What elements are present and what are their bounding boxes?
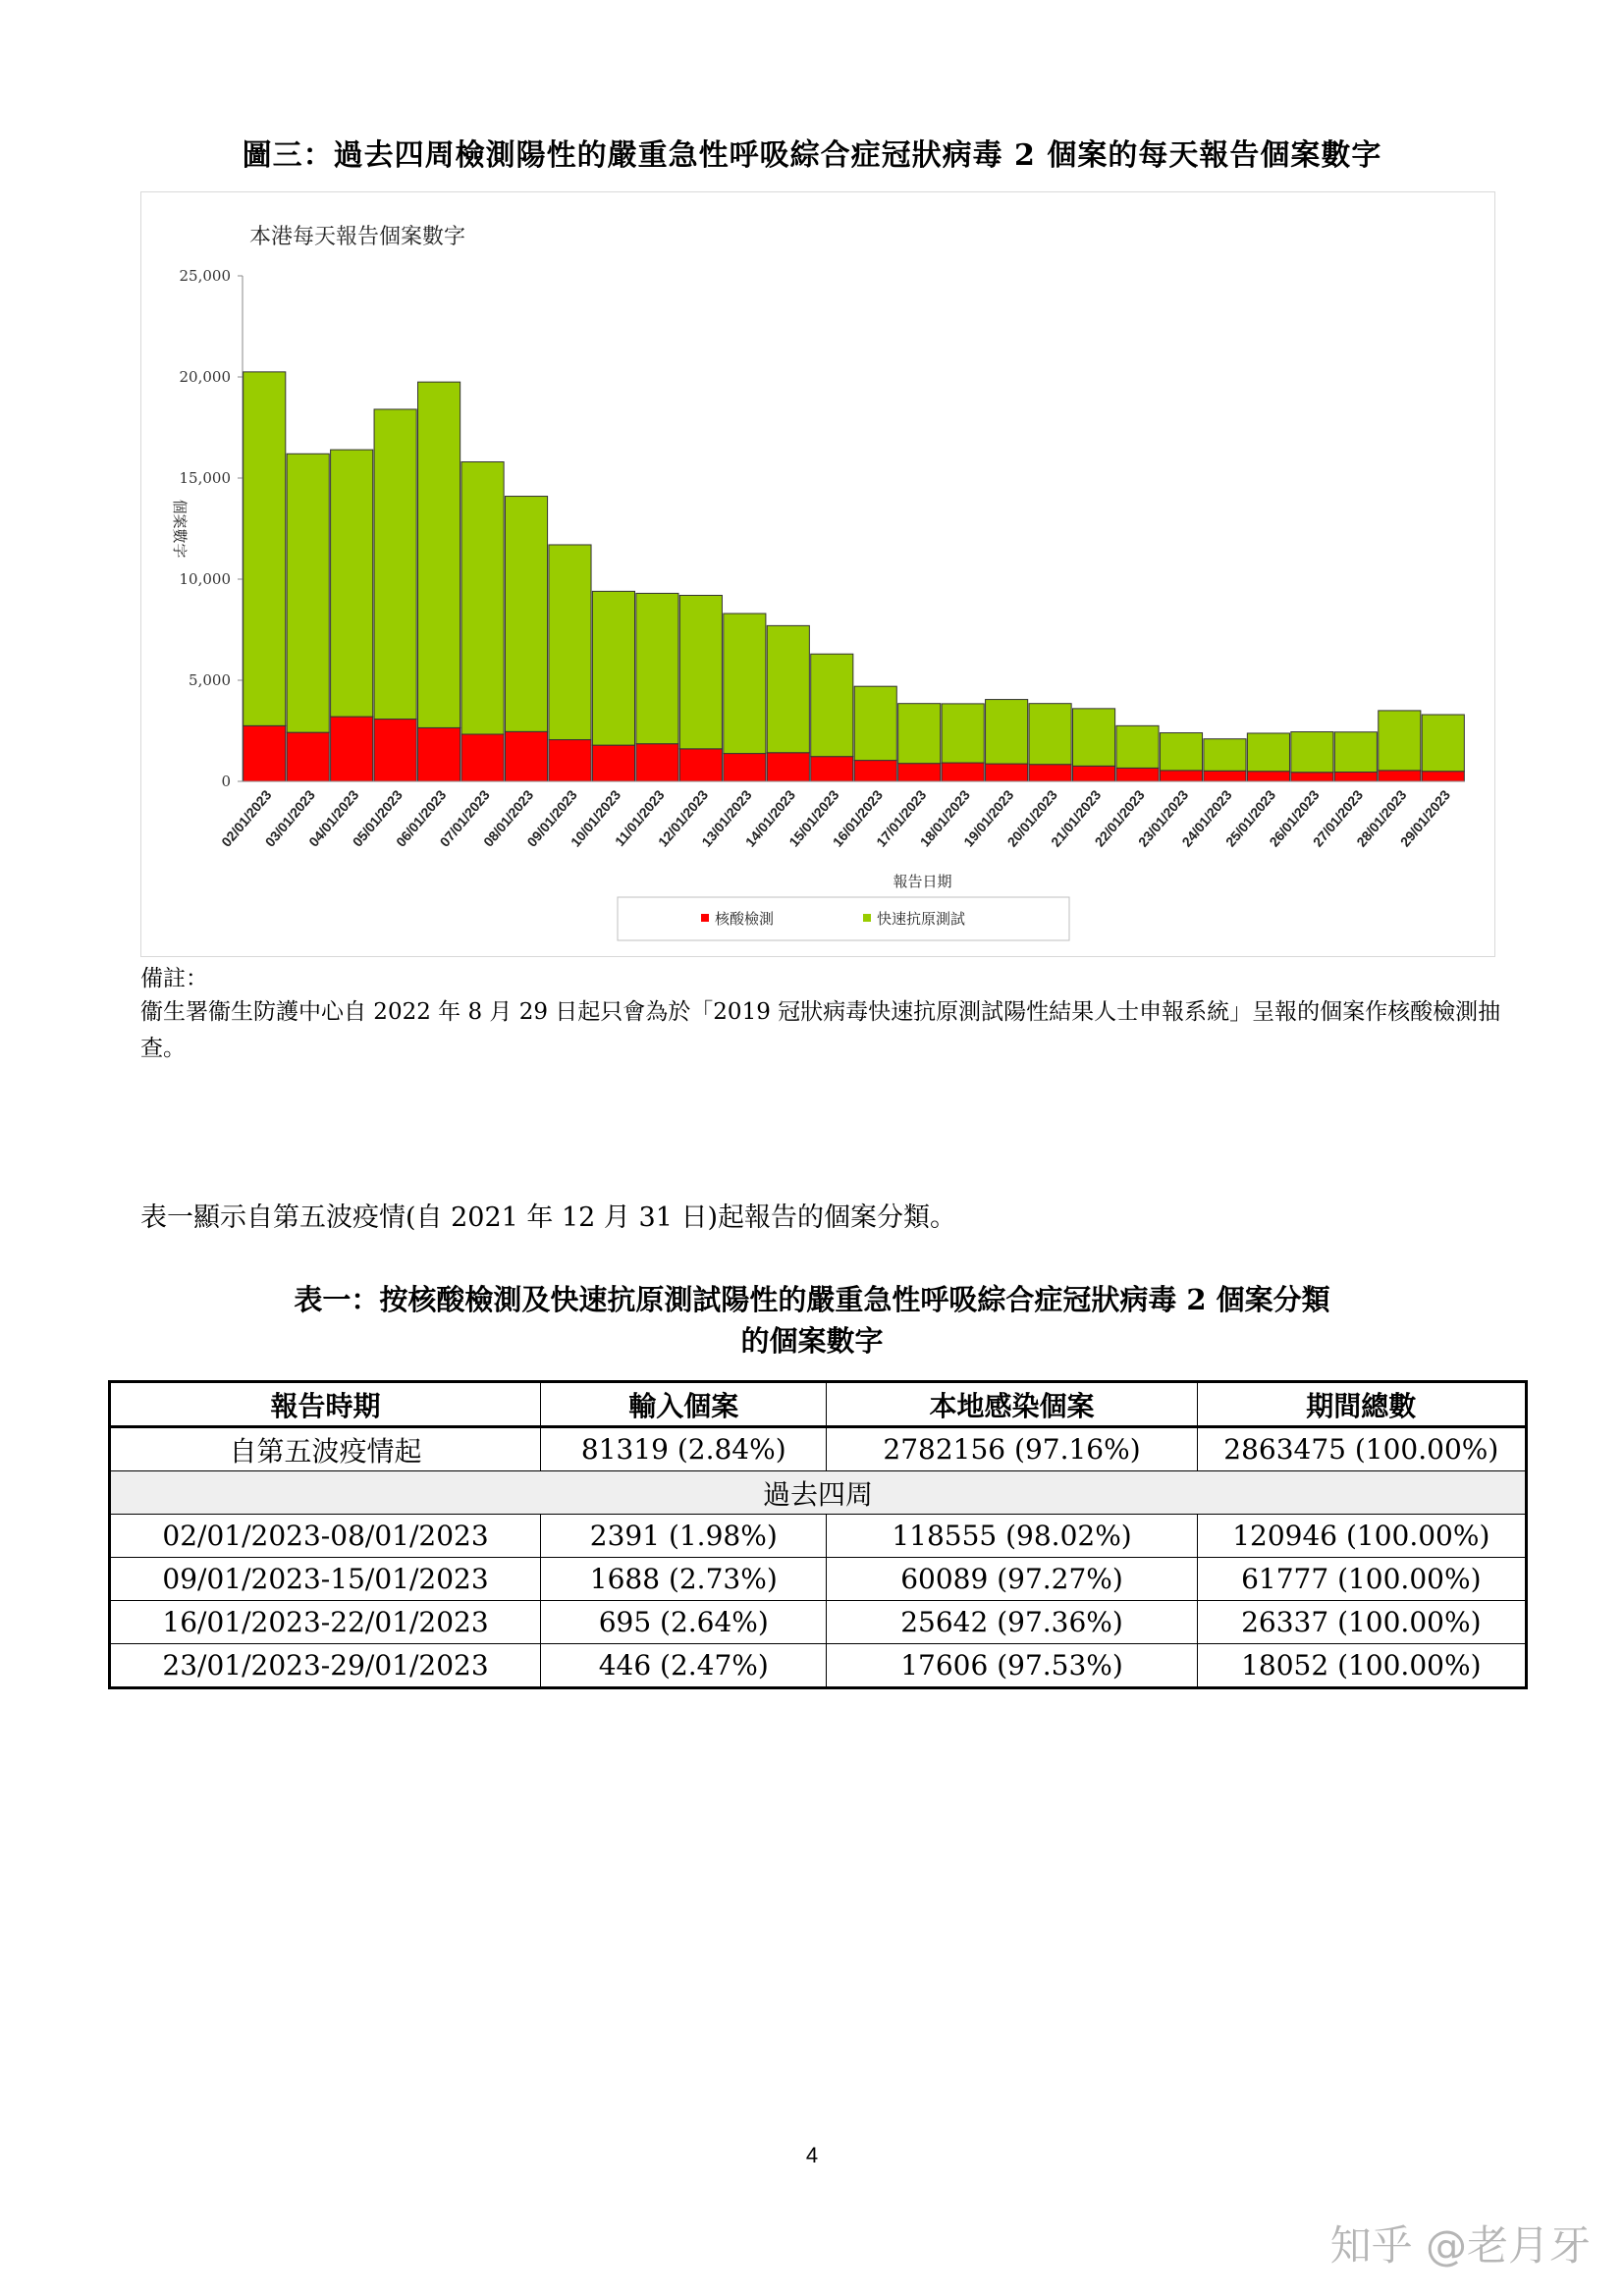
table-cell: 446 (2.47%): [541, 1644, 827, 1688]
table-cell: 60089 (97.27%): [827, 1558, 1197, 1601]
bar-nucleic-acid: [461, 734, 504, 781]
table-cell: 18052 (100.00%): [1197, 1644, 1526, 1688]
bar-rapid-antigen: [1334, 732, 1377, 773]
x-tick-label: 12/01/2023: [654, 786, 712, 850]
bar-rapid-antigen: [1072, 709, 1114, 767]
y-tick-label: 15,000: [179, 469, 231, 487]
table-cell: 25642 (97.36%): [827, 1601, 1197, 1644]
bar-nucleic-acid: [1072, 766, 1114, 781]
y-tick-label: 25,000: [179, 267, 231, 285]
bar-nucleic-acid: [331, 717, 373, 781]
bar-rapid-antigen: [592, 591, 634, 745]
bar-rapid-antigen: [1160, 733, 1202, 771]
bar-rapid-antigen: [505, 497, 547, 732]
x-tick-label: 11/01/2023: [611, 786, 668, 850]
x-tick-label: 18/01/2023: [916, 786, 973, 850]
x-tick-label: 23/01/2023: [1134, 786, 1192, 850]
page-number: 4: [805, 2143, 819, 2167]
table-cell: 09/01/2023-15/01/2023: [110, 1558, 541, 1601]
bar-nucleic-acid: [898, 764, 941, 781]
table-title-line-2: 的個案數字: [740, 1324, 884, 1358]
x-tick-label: 02/01/2023: [218, 786, 275, 850]
bar-nucleic-acid: [418, 727, 460, 781]
watermark: 知乎 @老月牙: [1329, 2221, 1591, 2269]
x-tick-label: 07/01/2023: [436, 786, 493, 850]
x-tick-label: 03/01/2023: [261, 786, 318, 850]
legend-box: [618, 897, 1069, 940]
table-cell: 1688 (2.73%): [541, 1558, 827, 1601]
table-row: [110, 1515, 1527, 1558]
table-row: [110, 1644, 1527, 1688]
bar-nucleic-acid: [1247, 772, 1289, 781]
legend-swatch: [701, 914, 709, 922]
table-cell: 26337 (100.00%): [1197, 1601, 1526, 1644]
legend-entry: 快速抗原測試: [877, 910, 966, 928]
bar-rapid-antigen: [1291, 732, 1333, 773]
bar-nucleic-acid: [1379, 771, 1421, 781]
x-tick-label: 13/01/2023: [698, 786, 755, 850]
bar-nucleic-acid: [592, 745, 634, 781]
table-cell: 81319 (2.84%): [541, 1427, 827, 1471]
bar-rapid-antigen: [461, 462, 504, 734]
x-tick-label: 14/01/2023: [741, 786, 799, 850]
bar-rapid-antigen: [1116, 725, 1159, 768]
bar-rapid-antigen: [418, 382, 460, 727]
bar-rapid-antigen: [1204, 739, 1246, 772]
x-tick-label: 04/01/2023: [305, 786, 362, 850]
y-axis-label: 個案數字: [171, 499, 189, 559]
bar-nucleic-acid: [1291, 773, 1333, 781]
x-axis: [218, 781, 1465, 850]
bar-nucleic-acid: [287, 732, 329, 781]
bar-nucleic-acid: [986, 764, 1028, 781]
bar-nucleic-acid: [1029, 765, 1071, 781]
bar-rapid-antigen: [1029, 704, 1071, 765]
bar-rapid-antigen: [1422, 715, 1464, 772]
bar-rapid-antigen: [1379, 711, 1421, 771]
bar-nucleic-acid: [1334, 773, 1377, 781]
x-tick-label: 21/01/2023: [1048, 786, 1105, 850]
bar-rapid-antigen: [244, 372, 286, 725]
table-cell: 02/01/2023-08/01/2023: [110, 1515, 541, 1558]
x-tick-label: 28/01/2023: [1353, 786, 1410, 850]
figure-title: 圖三：過去四周檢測陽性的嚴重急性呼吸綜合症冠狀病毒 2 個案的每天報告個案數字: [242, 138, 1382, 173]
chart-title: 本港每天報告個案數字: [249, 225, 466, 249]
y-tick-label: 5,000: [189, 671, 231, 689]
y-tick-label: 10,000: [179, 570, 231, 588]
bar-rapid-antigen: [679, 595, 722, 748]
bar-rapid-antigen: [549, 545, 591, 740]
bar-nucleic-acid: [1116, 768, 1159, 781]
x-tick-label: 22/01/2023: [1091, 786, 1148, 850]
bar-series: [244, 372, 1465, 781]
x-tick-label: 25/01/2023: [1221, 786, 1279, 850]
table-cell: 23/01/2023-29/01/2023: [110, 1644, 541, 1688]
legend-entry: 核酸檢測: [715, 910, 775, 928]
header-total: 期間總數: [1197, 1382, 1526, 1427]
bar-rapid-antigen: [287, 454, 329, 732]
x-tick-label: 05/01/2023: [349, 786, 406, 850]
header-local: 本地感染個案: [827, 1382, 1197, 1427]
y-tick-label: 20,000: [179, 368, 231, 386]
bar-nucleic-acid: [854, 761, 896, 781]
x-tick-label: 06/01/2023: [393, 786, 450, 850]
bar-nucleic-acid: [942, 763, 984, 781]
table-cell: 120946 (100.00%): [1197, 1515, 1526, 1558]
y-tick-label: 0: [221, 773, 231, 790]
bar-nucleic-acid: [724, 754, 766, 781]
bar-rapid-antigen: [1247, 733, 1289, 772]
bar-nucleic-acid: [636, 744, 678, 781]
bar-rapid-antigen: [724, 614, 766, 754]
bar-rapid-antigen: [636, 593, 678, 743]
x-tick-label: 19/01/2023: [960, 786, 1017, 850]
table-title: [0, 1279, 1624, 1362]
x-tick-label: 24/01/2023: [1178, 786, 1235, 850]
bar-rapid-antigen: [811, 654, 853, 756]
bar-rapid-antigen: [331, 450, 373, 717]
header-imported: 輸入個案: [541, 1382, 827, 1427]
table-cell: 695 (2.64%): [541, 1601, 827, 1644]
table-cell: 61777 (100.00%): [1197, 1558, 1526, 1601]
x-tick-label: 26/01/2023: [1266, 786, 1323, 850]
daily-cases-chart: [141, 192, 1494, 956]
bar-nucleic-acid: [679, 749, 722, 781]
bar-rapid-antigen: [374, 409, 416, 720]
x-tick-label: 27/01/2023: [1309, 786, 1367, 850]
bar-nucleic-acid: [505, 731, 547, 781]
table-cell: 118555 (98.02%): [827, 1515, 1197, 1558]
intro-paragraph: 表一顯示自第五波疫情(自 2021 年 12 月 31 日)起報告的個案分類。: [140, 1202, 956, 1233]
bar-nucleic-acid: [1160, 771, 1202, 781]
bar-nucleic-acid: [374, 720, 416, 781]
bar-nucleic-acid: [244, 725, 286, 781]
chart-frame: [140, 191, 1495, 957]
table-cell: 16/01/2023-22/01/2023: [110, 1601, 541, 1644]
note-label: 備註：: [140, 966, 208, 991]
legend-swatch: [863, 914, 871, 922]
x-tick-label: 17/01/2023: [873, 786, 930, 850]
case-classification-table: [108, 1380, 1528, 1689]
bar-rapid-antigen: [898, 704, 941, 764]
x-tick-label: 20/01/2023: [1003, 786, 1060, 850]
table-cell: 自第五波疫情起: [110, 1427, 541, 1471]
bar-nucleic-acid: [1422, 772, 1464, 781]
table-cell: 2782156 (97.16%): [827, 1427, 1197, 1471]
x-tick-label: 16/01/2023: [829, 786, 887, 850]
bar-nucleic-acid: [549, 740, 591, 781]
x-axis-label: 報告日期: [893, 873, 952, 890]
table-cell: 2391 (1.98%): [541, 1515, 827, 1558]
bar-rapid-antigen: [942, 704, 984, 763]
table-cell: 17606 (97.53%): [827, 1644, 1197, 1688]
x-tick-label: 29/01/2023: [1396, 786, 1454, 850]
bar-rapid-antigen: [854, 686, 896, 760]
table-header-row: [110, 1382, 1527, 1427]
subheader-past-four-weeks: 過去四周: [110, 1471, 1527, 1515]
table-row: [110, 1601, 1527, 1644]
table-row-summary: [110, 1427, 1527, 1471]
bar-nucleic-acid: [1204, 771, 1246, 781]
header-period: 報告時期: [110, 1382, 541, 1427]
table-row: [110, 1558, 1527, 1601]
table-cell: 2863475 (100.00%): [1197, 1427, 1526, 1471]
table-subheader-row: [110, 1471, 1527, 1515]
table-title-line-1: 表一：按核酸檢測及快速抗原測試陽性的嚴重急性呼吸綜合症冠狀病毒 2 個案分類: [294, 1283, 1330, 1316]
bar-nucleic-acid: [811, 757, 853, 781]
note-text: 衞生署衞生防護中心自 2022 年 8 月 29 日起只會為於「2019 冠狀病毒快速抗原測試陽性結果人士申報系統」呈報的個案作核酸檢測抽查。: [140, 999, 1501, 1061]
x-tick-label: 08/01/2023: [480, 786, 537, 850]
chart-legend: [618, 897, 1069, 940]
x-tick-label: 09/01/2023: [523, 786, 580, 850]
x-tick-label: 15/01/2023: [785, 786, 842, 850]
x-tick-label: 10/01/2023: [567, 786, 624, 850]
bar-nucleic-acid: [767, 753, 809, 781]
bar-rapid-antigen: [986, 700, 1028, 765]
bar-rapid-antigen: [767, 625, 809, 752]
